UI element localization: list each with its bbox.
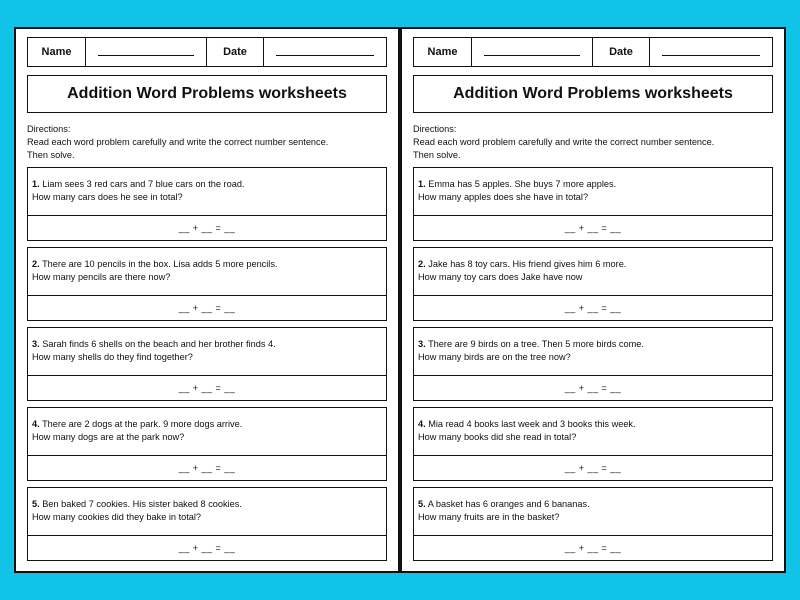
- answer-field[interactable]: __ + __ = __: [178, 463, 236, 473]
- problem-question: [414, 248, 772, 296]
- date-field[interactable]: [650, 38, 772, 66]
- name-field[interactable]: [472, 38, 593, 66]
- name-date-row: [27, 37, 387, 67]
- problem-question: [414, 488, 772, 536]
- problem-line-1: A basket has 6 oranges and 6 bananas.: [427, 499, 590, 509]
- problem-box: [413, 327, 773, 401]
- problem-line-2: How many fruits are in the basket?: [418, 512, 560, 522]
- problem-box: [413, 167, 773, 241]
- directions: [413, 123, 773, 162]
- problem-number: 3.: [418, 339, 426, 349]
- date-field[interactable]: [264, 38, 386, 66]
- worksheet-title: Addition Word Problems worksheets: [413, 75, 773, 113]
- problem-number: 4.: [32, 419, 40, 429]
- problem-box: [413, 247, 773, 321]
- problem-line-1: There are 9 birds on a tree. Then 5 more birds come.: [428, 339, 644, 349]
- problem-line-2: How many pencils are there now?: [32, 272, 171, 282]
- problem-line-2: How many dogs are at the park now?: [32, 432, 185, 442]
- answer-field[interactable]: __ + __ = __: [178, 383, 236, 393]
- problem-line-1: Jake has 8 toy cars. His friend gives him 6 more.: [428, 259, 627, 269]
- problem-box: [27, 327, 387, 401]
- problem-line-1: Emma has 5 apples. She buys 7 more apples.: [428, 179, 617, 189]
- problem-box: [413, 487, 773, 561]
- worksheet-title: Addition Word Problems worksheets: [27, 75, 387, 113]
- problem-number: 4.: [418, 419, 426, 429]
- problem-line-1: Mia read 4 books last week and 3 books this week.: [428, 419, 636, 429]
- problem-line-1: There are 2 dogs at the park. 9 more dogs arrive.: [42, 419, 243, 429]
- answer-field[interactable]: __ + __ = __: [564, 543, 622, 553]
- problem-number: 2.: [418, 259, 426, 269]
- worksheet-left: [14, 27, 400, 573]
- directions-line-2: Then solve.: [27, 150, 75, 160]
- problem-line-1: Liam sees 3 red cars and 7 blue cars on the road.: [42, 179, 245, 189]
- problem-question: [28, 488, 386, 536]
- problem-line-2: How many birds are on the tree now?: [418, 352, 571, 362]
- problem-question: [28, 328, 386, 376]
- directions: [27, 123, 387, 162]
- problem-line-2: How many books did she read in total?: [418, 432, 577, 442]
- problem-line-2: How many cars does he see in total?: [32, 192, 183, 202]
- answer-field[interactable]: __ + __ = __: [178, 303, 236, 313]
- problem-question: [414, 408, 772, 456]
- answer-field[interactable]: __ + __ = __: [178, 223, 236, 233]
- worksheet-right: [400, 27, 786, 573]
- problem-question: [28, 168, 386, 216]
- problem-number: 5.: [418, 499, 426, 509]
- problem-box: [27, 487, 387, 561]
- name-label: Name: [28, 38, 86, 66]
- directions-line-1: Read each word problem carefully and write the correct number sentence.: [413, 137, 715, 147]
- problem-line-1: Ben baked 7 cookies. His sister baked 8 cookies.: [42, 499, 242, 509]
- problem-number: 1.: [32, 179, 40, 189]
- directions-line-1: Read each word problem carefully and write the correct number sentence.: [27, 137, 329, 147]
- directions-label: Directions:: [413, 124, 457, 134]
- answer-field[interactable]: __ + __ = __: [178, 543, 236, 553]
- answer-field[interactable]: __ + __ = __: [564, 383, 622, 393]
- problem-box: [27, 247, 387, 321]
- name-label: Name: [414, 38, 472, 66]
- problem-question: [414, 168, 772, 216]
- problem-number: 3.: [32, 339, 40, 349]
- problem-box: [413, 407, 773, 481]
- problem-line-2: How many apples does she have in total?: [418, 192, 589, 202]
- name-field[interactable]: [86, 38, 207, 66]
- answer-field[interactable]: __ + __ = __: [564, 463, 622, 473]
- directions-label: Directions:: [27, 124, 71, 134]
- directions-line-2: Then solve.: [413, 150, 461, 160]
- problem-question: [28, 248, 386, 296]
- problem-number: 2.: [32, 259, 40, 269]
- answer-field[interactable]: __ + __ = __: [564, 223, 622, 233]
- problem-box: [27, 407, 387, 481]
- problem-box: [27, 167, 387, 241]
- problem-number: 5.: [32, 499, 40, 509]
- problem-line-1: Sarah finds 6 shells on the beach and her brother finds 4.: [42, 339, 276, 349]
- problem-number: 1.: [418, 179, 426, 189]
- answer-field[interactable]: __ + __ = __: [564, 303, 622, 313]
- name-date-row: [413, 37, 773, 67]
- problem-question: [28, 408, 386, 456]
- problem-line-2: How many shells do they find together?: [32, 352, 193, 362]
- problem-line-2: How many toy cars does Jake have now: [418, 272, 583, 282]
- date-label: Date: [593, 38, 650, 66]
- problem-line-2: How many cookies did they bake in total?: [32, 512, 202, 522]
- date-label: Date: [207, 38, 264, 66]
- problem-line-1: There are 10 pencils in the box. Lisa adds 5 more pencils.: [42, 259, 278, 269]
- problem-question: [414, 328, 772, 376]
